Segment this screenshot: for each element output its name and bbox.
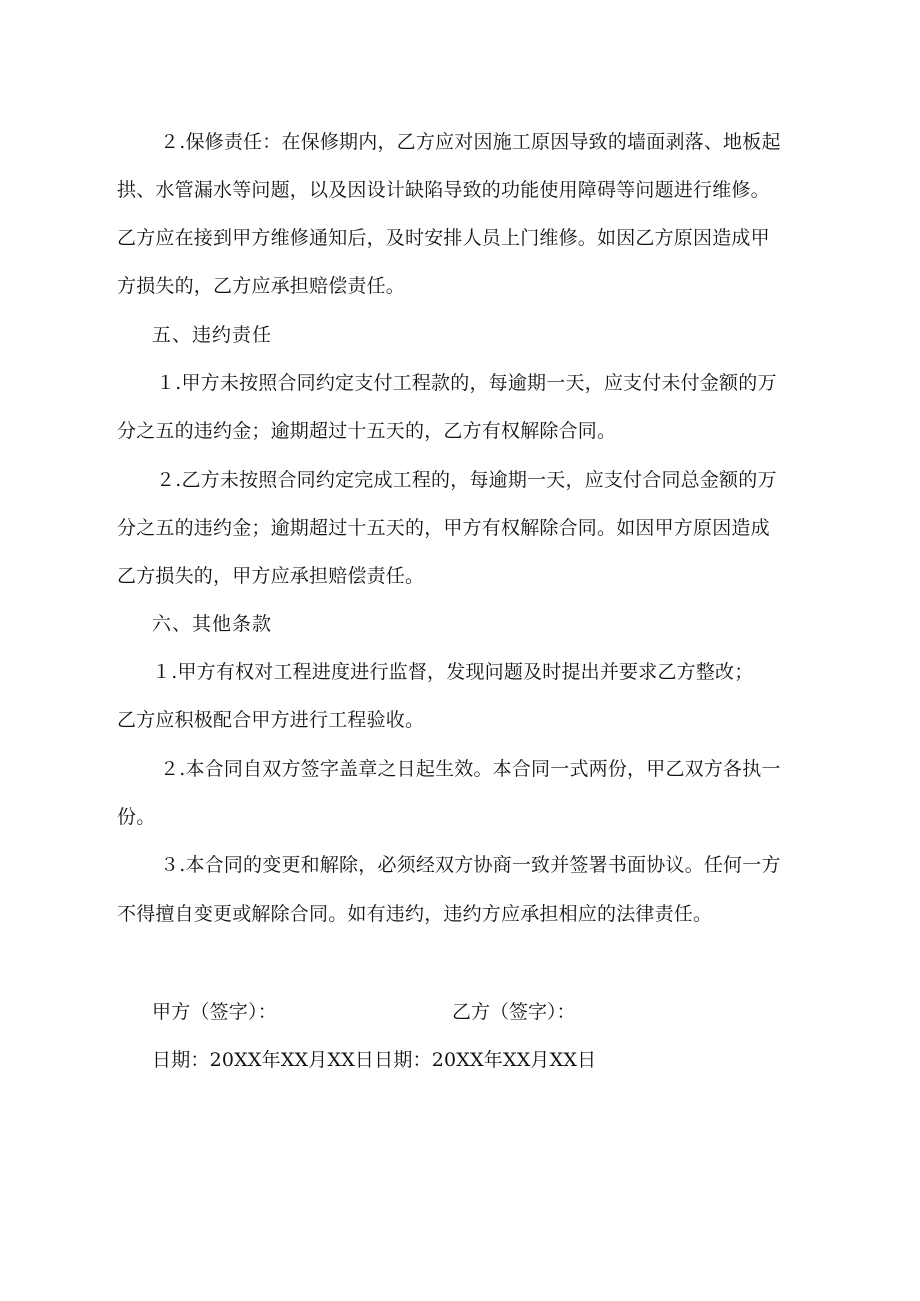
section5-item2-line2: 分之五的违约金；逾期超过十五天的，甲方有权解除合同。如因甲方原因造成 — [117, 517, 770, 539]
section5-item1-line1: １.甲方未按照合同约定支付工程款的，每逾期一天，应支付未付金额的万 — [156, 372, 777, 394]
warranty-item2-line4: 方损失的，乙方应承担赔偿责任。 — [117, 275, 406, 297]
section5-heading: 五、违约责任 — [152, 324, 273, 346]
section6-item2-line2: 份。 — [117, 806, 156, 828]
section6-heading: 六、其他条款 — [152, 613, 273, 635]
warranty-item2-line2: 拱、水管漏水等问题，以及因设计缺陷导致的功能使用障碍等问题进行维修。 — [117, 179, 770, 201]
warranty-item2-line3: 乙方应在接到甲方维修通知后，及时安排人员上门维修。如因乙方原因造成甲 — [117, 227, 770, 249]
party-b-signature-label: 乙方（签字）： — [452, 1001, 576, 1023]
section6-item1-line2: 乙方应积极配合甲方进行工程验收。 — [117, 709, 425, 731]
signature-date-line: 日期：20XX年XX月XX日日期：20XX年XX月XX日 — [152, 1049, 597, 1071]
party-a-signature-label: 甲方（签字）： — [152, 1001, 277, 1023]
section6-item1-line1: １.甲方有权对工程进度进行监督，发现问题及时提出并要求乙方整改； — [152, 661, 754, 683]
section6-item2-line1: ２.本合同自双方签字盖章之日起生效。本合同一式两份，甲乙双方各执一 — [160, 758, 781, 780]
section6-item3-line1: ３.本合同的变更和解除，必须经双方协商一致并签署书面协议。任何一方 — [160, 854, 781, 876]
section5-item2-line1: ２.乙方未按照合同约定完成工程的，每逾期一天，应支付合同总金额的万 — [156, 469, 777, 491]
section6-item3-line2: 不得擅自变更或解除合同。如有违约，违约方应承担相应的法律责任。 — [117, 903, 713, 925]
warranty-item2-line1: ２.保修责任：在保修期内，乙方应对因施工原因导致的墙面剥落、地板起 — [160, 131, 781, 153]
section5-item2-line3: 乙方损失的，甲方应承担赔偿责任。 — [117, 565, 425, 587]
section5-item1-line2: 分之五的违约金；逾期超过十五天的，乙方有权解除合同。 — [117, 420, 617, 442]
